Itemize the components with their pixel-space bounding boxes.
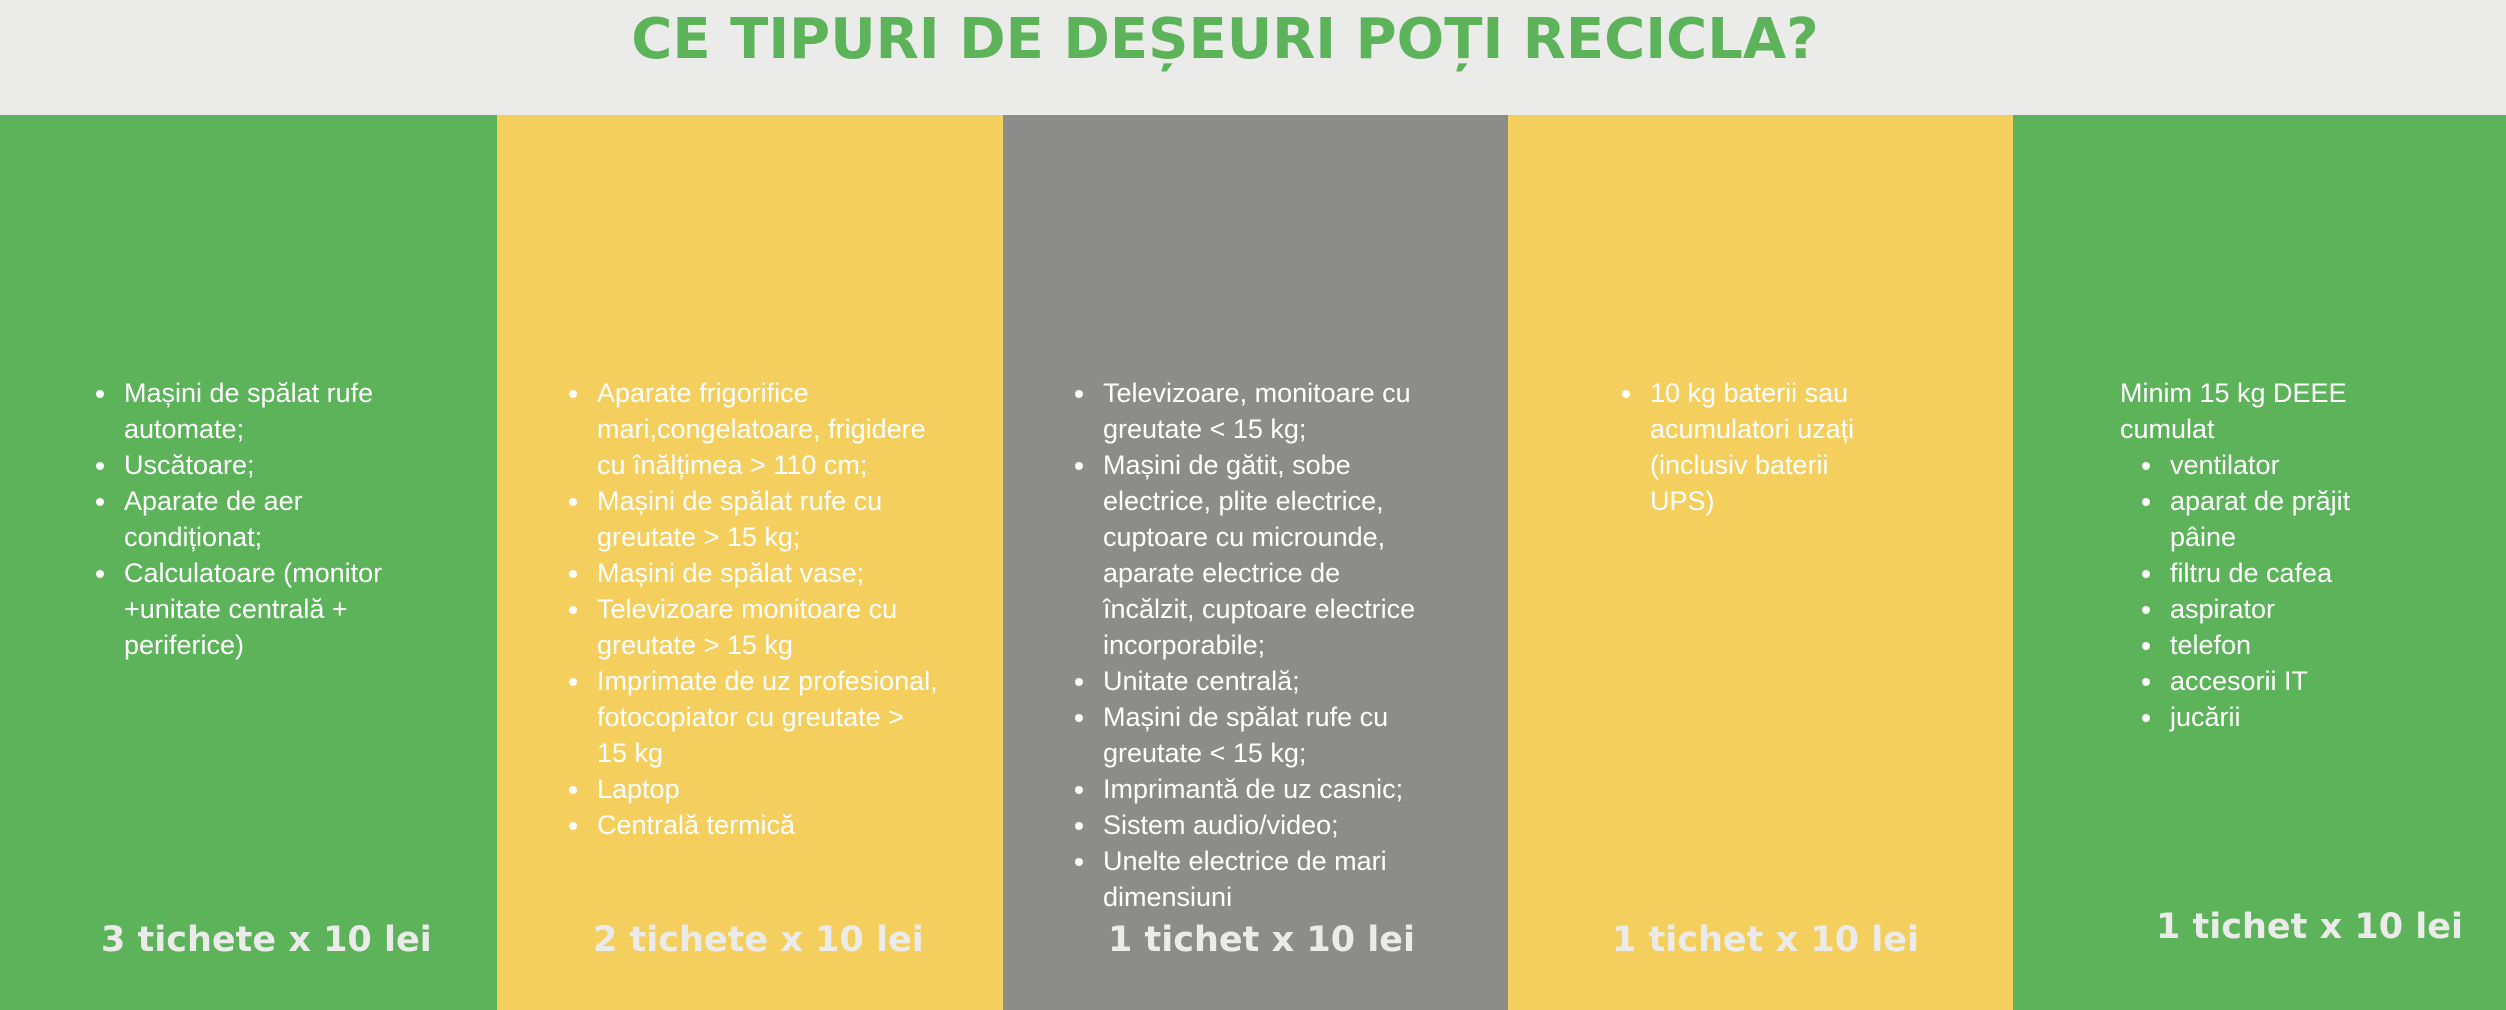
column-5-intro: Minim 15 kg DEEE cumulat xyxy=(2120,378,2347,444)
list-item: Mașini de spălat rufe cu greutate < 15 kg; xyxy=(1075,699,1435,771)
list-item: jucării xyxy=(2142,699,2380,735)
column-1-list xyxy=(96,375,426,663)
list-item: Laptop xyxy=(569,771,939,807)
list-item: Centrală termică xyxy=(569,807,939,843)
column-5-price: 1 tichet x 10 lei xyxy=(2156,907,2463,947)
list-item: Imprimate de uz profesional, fotocopiator cu greutate > 15 kg xyxy=(569,663,939,771)
list-item: Mașini de gătit, sobe electrice, plite electrice, cuptoare cu microunde, aparate electrice de încălzit, cuptoare electrice incorporabile; xyxy=(1075,447,1435,663)
column-3-content xyxy=(1075,375,1435,915)
list-item: Televizoare, monitoare cu greutate < 15 kg; xyxy=(1075,375,1435,447)
column-1 xyxy=(0,115,497,1010)
list-item: Mașini de spălat rufe automate; xyxy=(96,375,426,447)
column-4-price: 1 tichet x 10 lei xyxy=(1612,920,1919,960)
list-item: 10 kg baterii sau acumulatori uzați (inclusiv baterii UPS) xyxy=(1622,375,1882,519)
column-4-list xyxy=(1622,375,1882,519)
column-2-list xyxy=(569,375,939,843)
list-item: Mașini de spălat vase; xyxy=(569,555,939,591)
page-title: CE TIPURI DE DEȘEURI POȚI RECICLA? xyxy=(631,7,1819,72)
list-item: Unitate centrală; xyxy=(1075,663,1435,699)
column-5-content xyxy=(2120,375,2380,735)
column-3 xyxy=(1003,115,1508,1010)
list-item: Imprimantă de uz casnic; xyxy=(1075,771,1435,807)
list-item: Sistem audio/video; xyxy=(1075,807,1435,843)
list-item: Aparate de aer condiționat; xyxy=(96,483,426,555)
column-2 xyxy=(497,115,1003,1010)
list-item: Mașini de spălat rufe cu greutate > 15 kg; xyxy=(569,483,939,555)
list-item: Uscătoare; xyxy=(96,447,426,483)
title-bar xyxy=(0,0,2506,115)
column-2-content xyxy=(569,375,939,843)
column-5-list xyxy=(2120,447,2380,735)
list-item: Televizoare monitoare cu greutate > 15 kg xyxy=(569,591,939,663)
list-item: ventilator xyxy=(2142,447,2380,483)
column-4-content xyxy=(1622,375,1882,519)
list-item: accesorii IT xyxy=(2142,663,2380,699)
column-4 xyxy=(1508,115,2013,1010)
list-item: telefon xyxy=(2142,627,2380,663)
list-item: aspirator xyxy=(2142,591,2380,627)
column-3-list xyxy=(1075,375,1435,915)
list-item: Aparate frigorifice mari,congelatoare, frigidere cu înălțimea > 110 cm; xyxy=(569,375,939,483)
column-2-price: 2 tichete x 10 lei xyxy=(593,920,924,960)
column-1-content xyxy=(96,375,426,663)
list-item: aparat de prăjit pâine xyxy=(2142,483,2380,555)
list-item: filtru de cafea xyxy=(2142,555,2380,591)
column-1-price: 3 tichete x 10 lei xyxy=(101,920,432,960)
column-5 xyxy=(2013,115,2506,1010)
list-item: Calculatoare (monitor +unitate centrală + periferice) xyxy=(96,555,426,663)
list-item: Unelte electrice de mari dimensiuni xyxy=(1075,843,1435,915)
column-3-price: 1 tichet x 10 lei xyxy=(1108,920,1415,960)
